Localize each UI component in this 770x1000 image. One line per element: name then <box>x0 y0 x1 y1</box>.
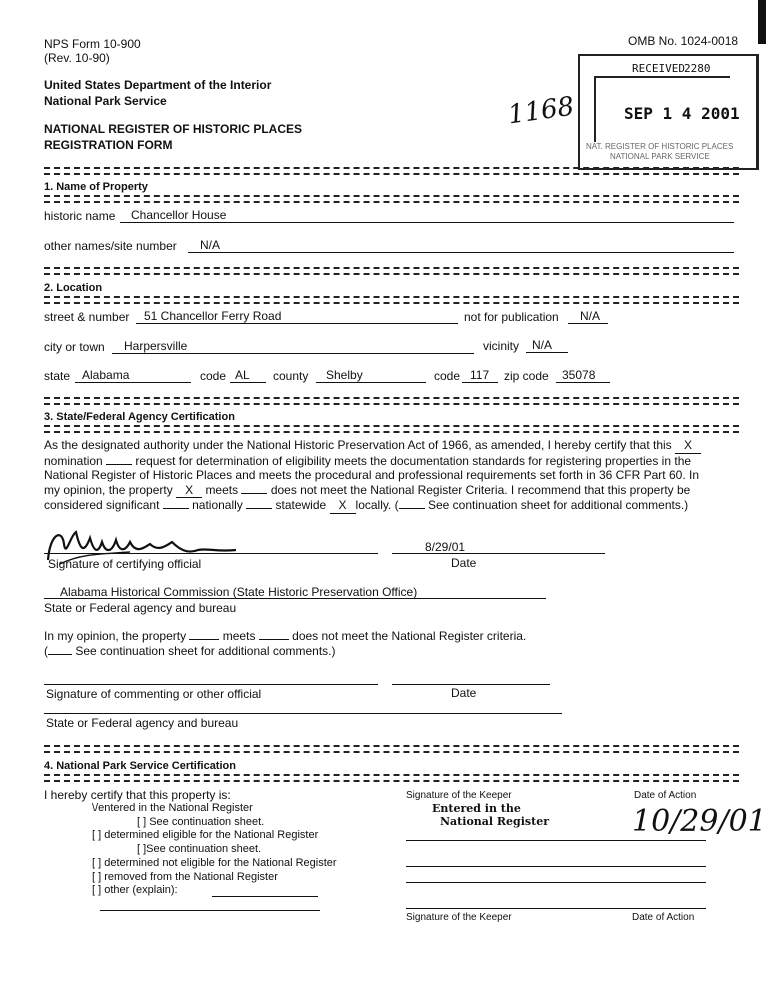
other-explain-underline-2 <box>100 910 320 911</box>
state-code-underline <box>230 382 266 383</box>
entered-stamp-line1: Entered in the <box>432 802 521 815</box>
cert-line1: As the designated authority under the National Historic Preservation Act of 1966, as amended, I hereby certify that this <box>44 438 672 452</box>
historic-name-label: historic name <box>44 209 116 223</box>
vicinity-underline <box>526 352 568 353</box>
cert-line5-b: nationally <box>192 498 243 512</box>
county-code-value[interactable]: 117 <box>470 368 490 382</box>
county-underline <box>316 382 426 383</box>
opinion-line1-c: does not meet the National Register criteria. <box>292 629 527 643</box>
continuation-option-2[interactable]: [ ]See continuation sheet. <box>137 843 262 855</box>
continuation-option-1[interactable]: [ ] See continuation sheet. <box>137 816 265 828</box>
vicinity-value[interactable]: N/A <box>532 338 553 352</box>
state-code-label: code <box>200 369 227 383</box>
action-date-label-2: Date of Action <box>632 912 695 923</box>
section3-heading: 3. State/Federal Agency Certification <box>44 411 235 423</box>
state-underline <box>75 382 191 383</box>
not-for-publication-value[interactable]: N/A <box>580 309 601 323</box>
historic-name-underline <box>120 222 734 223</box>
other-names-label: other names/site number <box>44 239 177 253</box>
county-value[interactable]: Shelby <box>326 368 363 382</box>
entered-stamp-line2: National Register <box>440 815 549 828</box>
eligible-option[interactable]: [ ] determined eligible for the National Register <box>92 829 319 841</box>
handwritten-reference: 1168 <box>506 91 576 131</box>
comment-date-label: Date <box>451 686 477 700</box>
section1-heading: 1. Name of Property <box>44 181 148 193</box>
opinion-continuation-blank[interactable] <box>48 654 72 655</box>
continuation-blank[interactable] <box>399 508 425 509</box>
cert-line4-b: meets <box>205 482 239 497</box>
removed-option[interactable]: [ ] removed from the National Register <box>92 871 278 883</box>
locally-mark[interactable]: X <box>330 498 356 514</box>
vicinity-label: vicinity <box>483 339 520 353</box>
comment-signature-underline <box>44 684 378 685</box>
stamp-line1: NAT. REGISTER OF HISTORIC PLACES <box>586 142 734 151</box>
opinion-paragraph <box>44 629 744 658</box>
opinion-does-not-meet-blank[interactable] <box>259 639 289 640</box>
section-rule <box>44 745 739 753</box>
other-explain-underline <box>212 896 318 897</box>
agency2-label: State or Federal agency and bureau <box>46 716 239 730</box>
state-code-value[interactable]: AL <box>235 368 250 382</box>
nationally-blank[interactable] <box>163 508 189 509</box>
section4-heading: 4. National Park Service Certification <box>44 760 236 772</box>
section-rule <box>44 267 739 275</box>
cert-line5-a: considered significant <box>44 498 160 512</box>
cert-line5-e: See continuation sheet for additional comments.) <box>428 498 689 512</box>
received-stamp <box>578 54 759 170</box>
other-names-underline <box>188 252 734 253</box>
opinion-line2-b: See continuation sheet for additional comments.) <box>75 643 336 658</box>
agency2-underline <box>44 713 562 714</box>
department-name: United States Department of the Interior <box>44 78 272 92</box>
certification-paragraph <box>44 438 744 514</box>
section-rule <box>44 195 739 203</box>
historic-name-value[interactable]: Chancellor House <box>131 208 227 222</box>
stamp-line2: NATIONAL PARK SERVICE <box>610 152 710 161</box>
state-label: state <box>44 369 71 383</box>
does-not-meet-blank[interactable] <box>241 493 267 494</box>
date-underline <box>392 553 605 554</box>
keeper-underline-1 <box>406 840 706 841</box>
cert-line5-c: statewide <box>275 498 327 512</box>
nps-intro: I hereby certify that this property is: <box>44 788 231 802</box>
cert-line2-a: nomination <box>44 453 103 468</box>
entered-option[interactable]: \/entered in the National Register <box>92 802 253 814</box>
form-revision: (Rev. 10-90) <box>44 51 110 65</box>
agency-label: State or Federal agency and bureau <box>44 601 237 615</box>
stamp-received: RECEIVED <box>632 62 685 75</box>
county-code-label: code <box>434 369 461 383</box>
form-number: NPS Form 10-900 <box>44 37 141 51</box>
stamp-code: 2280 <box>684 62 711 75</box>
agency-underline <box>44 598 546 599</box>
scan-mark <box>758 0 766 44</box>
request-blank[interactable] <box>106 464 132 465</box>
date-label: Date <box>451 556 477 570</box>
action-date-handwritten: 10/29/01 <box>632 804 767 839</box>
nomination-mark[interactable]: X <box>675 438 701 454</box>
signature-label: Signature of certifying official <box>48 557 202 571</box>
cert-line4-a: my opinion, the property <box>44 482 173 497</box>
form-title: NATIONAL REGISTER OF HISTORIC PLACES <box>44 122 303 136</box>
action-date-label: Date of Action <box>634 790 697 801</box>
section-rule <box>44 397 739 405</box>
street-underline <box>136 323 458 324</box>
other-option[interactable]: [ ] other (explain): <box>92 884 178 896</box>
nfp-underline <box>568 323 608 324</box>
opinion-line1-a: In my opinion, the property <box>44 629 187 643</box>
omb-number: OMB No. 1024-0018 <box>628 34 739 48</box>
form-subtitle: REGISTRATION FORM <box>44 138 173 152</box>
signature-underline <box>44 553 378 554</box>
cert-line3: National Register of Historic Places and meets the procedural and professional requirements set forth in 36 CFR Part 60. In <box>44 468 699 482</box>
section-rule <box>44 774 739 782</box>
state-value[interactable]: Alabama <box>82 368 130 382</box>
keeper-label: Signature of the Keeper <box>406 790 512 801</box>
other-names-value[interactable]: N/A <box>200 238 221 252</box>
keeper-underline-4 <box>406 908 706 909</box>
zip-underline <box>556 382 610 383</box>
section-rule <box>44 425 739 433</box>
meets-mark[interactable]: X <box>176 483 202 499</box>
opinion-line1-b: meets <box>222 629 256 643</box>
keeper-underline-3 <box>406 882 706 883</box>
section-rule <box>44 296 739 304</box>
opinion-line2-a: ( <box>44 643 48 658</box>
cert-line2-b: request for determination of eligibility meets the documentation standards for registering properties in the <box>135 453 692 468</box>
zip-label: zip code <box>504 369 549 383</box>
county-label: county <box>273 369 309 383</box>
cert-line4-c: does not meet the National Register Criteria. I recommend that this property be <box>270 482 691 497</box>
comment-signature-label: Signature of commenting or other official <box>46 687 262 701</box>
keeper-underline-2 <box>406 866 706 867</box>
street-value[interactable]: 51 Chancellor Ferry Road <box>144 309 282 323</box>
keeper-label-2: Signature of the Keeper <box>406 912 512 923</box>
opinion-meets-blank[interactable] <box>189 639 219 640</box>
city-label: city or town <box>44 340 105 354</box>
zip-value[interactable]: 35078 <box>562 368 596 382</box>
not-for-publication-label: not for publication <box>464 310 559 324</box>
street-label: street & number <box>44 310 130 324</box>
comment-date-underline <box>392 684 550 685</box>
city-value[interactable]: Harpersville <box>124 339 188 353</box>
section2-heading: 2. Location <box>44 282 103 294</box>
agency-value[interactable]: Alabama Historical Commission (State Historic Preservation Office) <box>60 585 418 599</box>
cert-line5-d: locally. ( <box>355 498 399 512</box>
stamp-date: SEP 1 4 2001 <box>624 104 740 123</box>
certification-date[interactable]: 8/29/01 <box>425 540 466 554</box>
county-code-underline <box>462 382 498 383</box>
statewide-blank[interactable] <box>246 508 272 509</box>
not-eligible-option[interactable]: [ ] determined not eligible for the National Register <box>92 857 337 869</box>
service-name: National Park Service <box>44 94 167 108</box>
city-underline <box>112 353 474 354</box>
section-rule <box>44 167 739 175</box>
